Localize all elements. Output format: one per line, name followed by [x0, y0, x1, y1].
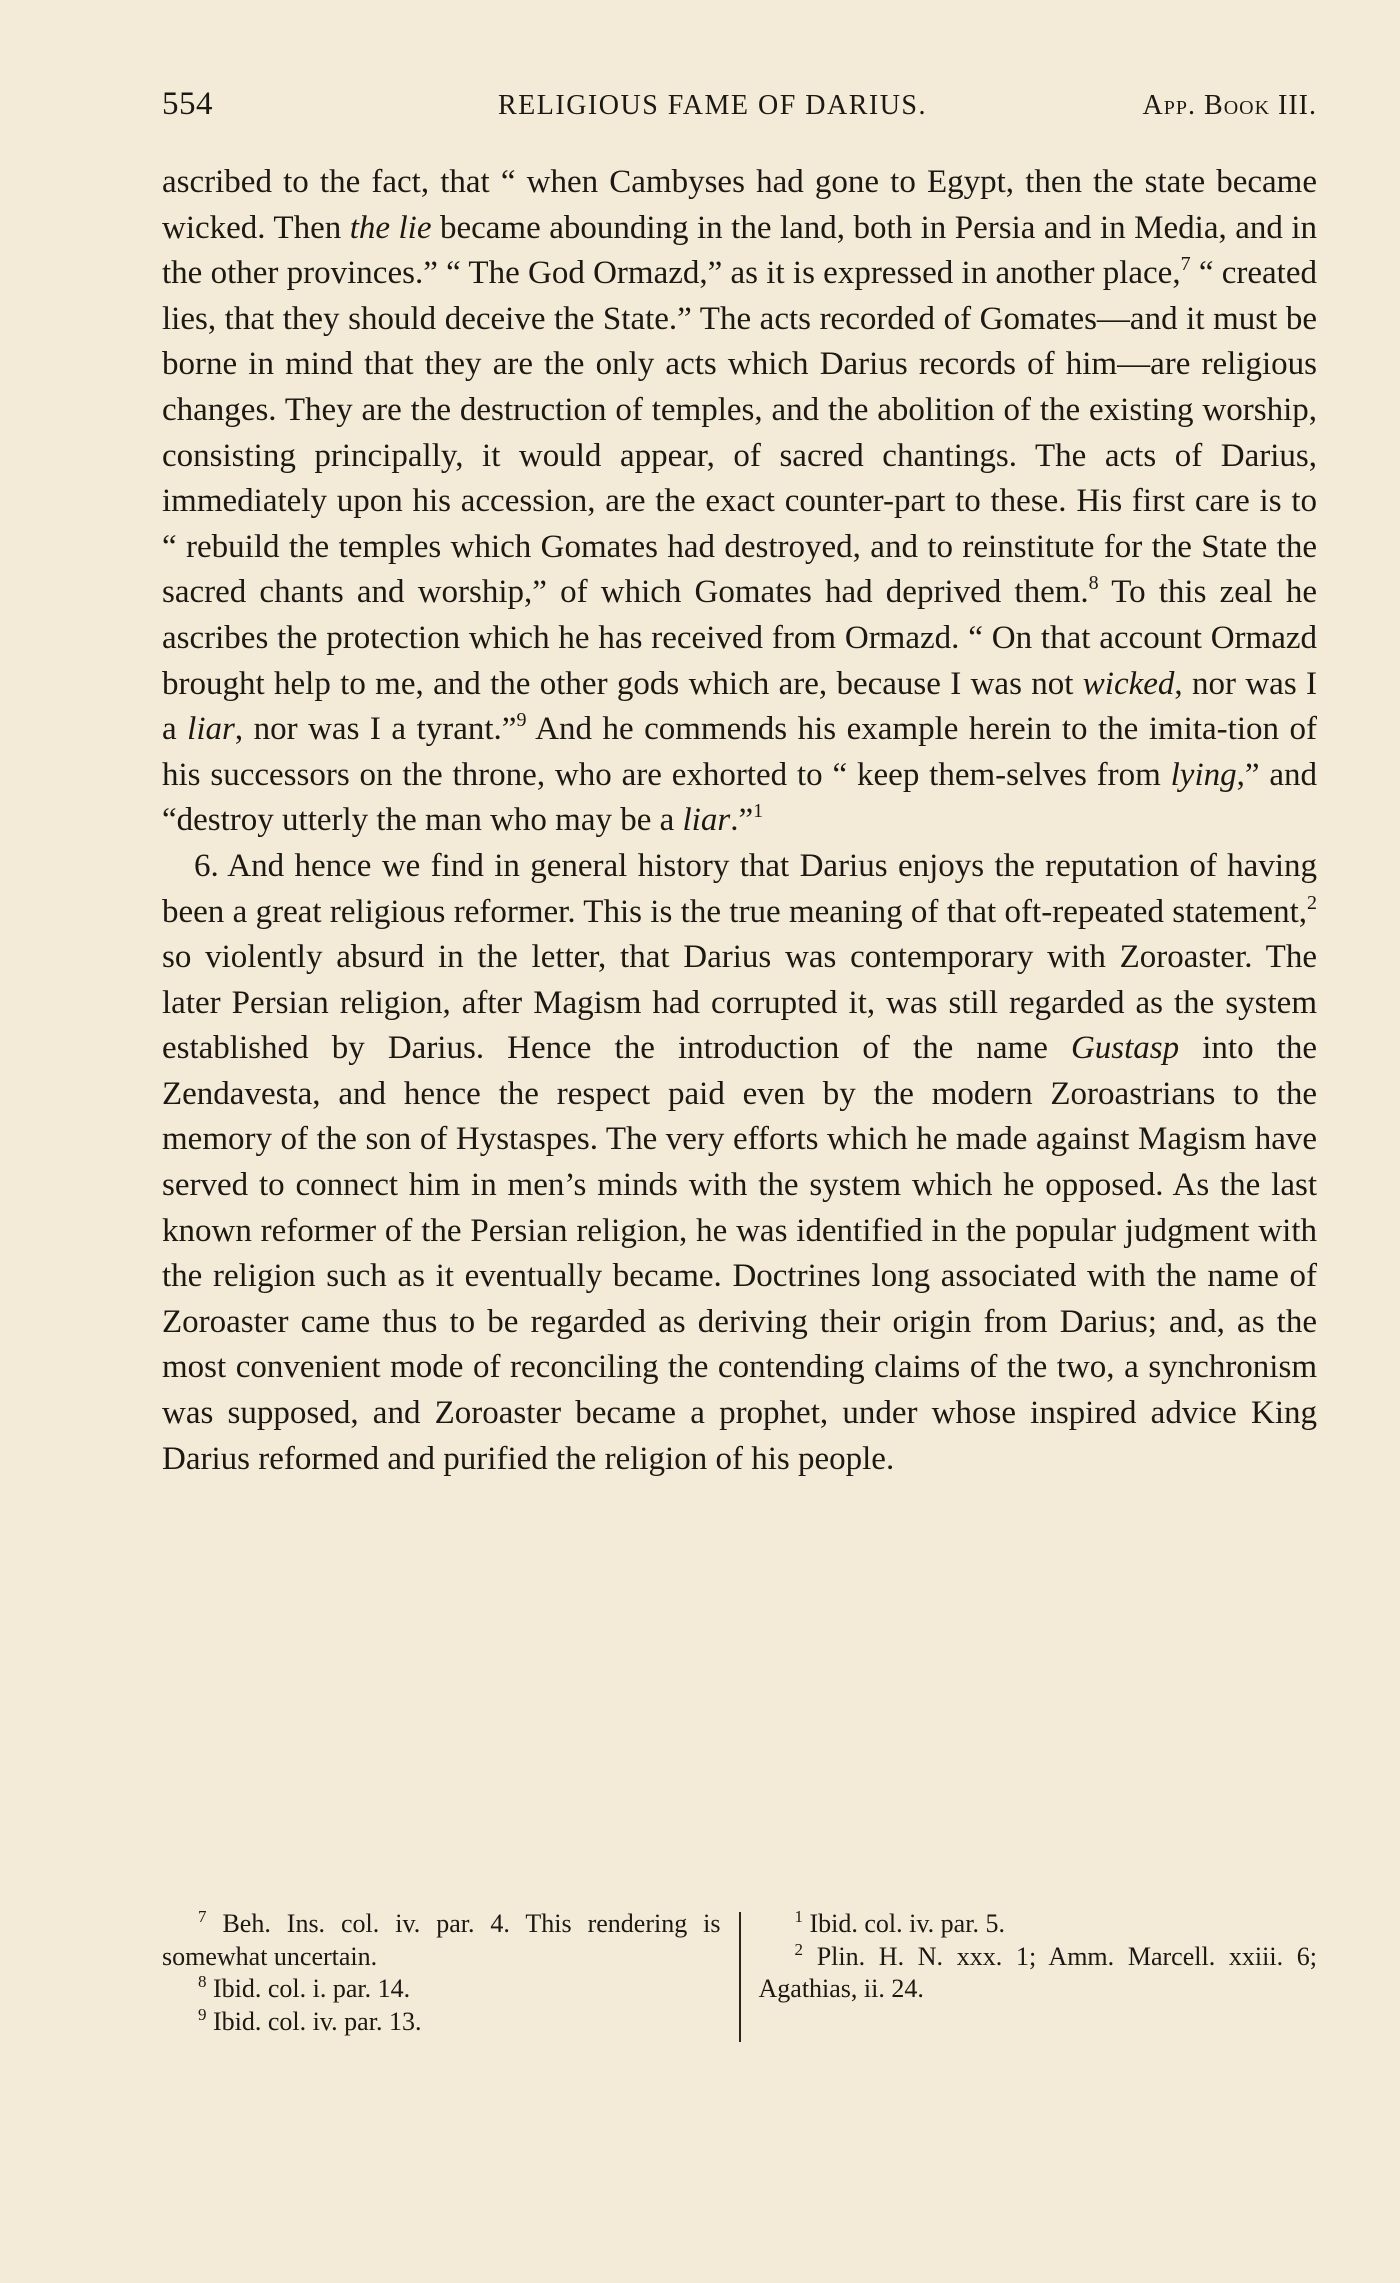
italic-text: liar	[187, 711, 235, 748]
book-page	[162, 86, 1317, 2036]
footnote-ref[interactable]: 2	[1307, 891, 1317, 914]
text-run: , nor was I a	[162, 665, 1317, 748]
footnote-2	[759, 1941, 1318, 2006]
footnote-ref[interactable]: 1	[753, 800, 764, 823]
paragraph-2	[162, 844, 1317, 1482]
footnote-1	[759, 1908, 1318, 1941]
text-run: became abounding in the land, both in Persia and in Media, and in the other provinces.” “ The God Ormazd,” as it is expressed in another place,	[162, 209, 1317, 292]
text-run: And he commends his example herein to the imita-tion of his successors on the throne, who are exhorted to “ keep them-selves from	[162, 711, 1317, 793]
footnote-mark: 9	[198, 2004, 207, 2024]
footnote-8	[162, 1973, 721, 2006]
paragraph-1	[162, 160, 1317, 844]
text-run: ,” and “destroy utterly the man who may be a	[162, 756, 1317, 839]
footnote-text: Plin. H. N. xxx. 1; Amm. Marcell. xxiii. 6; Agathias, ii. 24.	[758, 1941, 1317, 2003]
footnote-text: Ibid. col. iv. par. 5.	[803, 1909, 1005, 1938]
footnotes-right-column	[741, 1908, 1318, 2042]
text-run: ascribed to the fact, that “ when Cambyses had gone to Egypt, then the state became wicked. Then	[162, 164, 1317, 246]
italic-text: Gustasp	[1070, 1030, 1180, 1067]
running-head	[162, 86, 1317, 138]
footnotes-left-column	[162, 1908, 739, 2042]
italic-text: wicked	[1082, 665, 1175, 702]
footnote-ref[interactable]: 9	[516, 709, 527, 732]
footnote-text: Beh. Ins. col. iv. par. 4. This rendering is somewhat uncertain.	[162, 1909, 721, 1971]
page-number: 554	[162, 86, 213, 122]
text-run: To this zeal he ascribes the protection which he has received from Ormazd. “ On that account Ormazd brought help to me, and the other gods which are, because I was not	[162, 574, 1317, 702]
footnotes	[162, 1908, 1317, 2042]
footnote-text: Ibid. col. iv. par. 13.	[206, 2006, 422, 2036]
text-run: “ created lies, that they should deceive the State.” The acts recorded of Gomates—and it must be borne in mind that they are the only acts which Darius records of him—are religious changes. They are the destruction of temples, and the abolition of the existing worship, consisting principally, it would appear, of sacred chantings. The acts of Darius, immediately upon his accession, are the exact counter-part to these. His first care is to “ rebuild the temples which Gomates had destroyed, and to reinstitute for the State the sacred chants and worship,” of which Gomates had deprived them.	[162, 255, 1317, 611]
footnote-mark: 2	[794, 1939, 803, 1959]
text-run: into the Zendavesta, and hence the respect paid even by the modern Zoroastrians to the memory of the son of Hystaspes. The very efforts which he made against Magism have served to connect him in men’s minds with the system which he opposed. As the last known reformer of the Persian religion, he was identified in the popular judgment with the religion such as it eventually became. Doctrines long associated with the name of Zoroaster came thus to be regarded as deriving their origin from Darius; and, as the most convenient mode of reconciling the contending claims of the two, a synchronism was supposed, and Zoroaster became a prophet, under whose inspired advice King Darius reformed and purified the religion of his people.	[162, 1030, 1317, 1477]
text-run: 6. And hence we find in general history that Darius enjoys the reputation of having been a great religious reformer. This is the true meaning of that oft-repeated statement,	[162, 847, 1317, 930]
footnote-ref[interactable]: 7	[1180, 253, 1191, 276]
italic-text: the lie	[349, 209, 432, 246]
footnote-mark: 8	[198, 1972, 207, 1991]
italic-text: liar	[682, 802, 731, 839]
footnote-9	[162, 2006, 721, 2039]
footnote-text: Ibid. col. i. par. 14.	[206, 1974, 411, 2003]
running-title: RELIGIOUS FAME OF DARIUS.	[498, 90, 928, 121]
text-run: , nor was I a tyrant.”	[234, 711, 517, 748]
footnote-7	[162, 1908, 721, 1973]
main-text	[162, 160, 1317, 1482]
text-run: .”	[730, 802, 754, 839]
text-run: so violently absurd in the letter, that Darius was contemporary with Zoroaster. The later Persian religion, after Magism had corrupted it, was still regarded as the system established by Darius. Hence the introduction of the name	[162, 939, 1317, 1067]
footnote-mark: 7	[198, 1907, 207, 1926]
italic-text: lying	[1170, 756, 1237, 793]
footnote-ref[interactable]: 8	[1088, 572, 1099, 595]
section-label: App. Book III.	[1142, 90, 1317, 121]
footnote-mark: 1	[794, 1907, 803, 1926]
